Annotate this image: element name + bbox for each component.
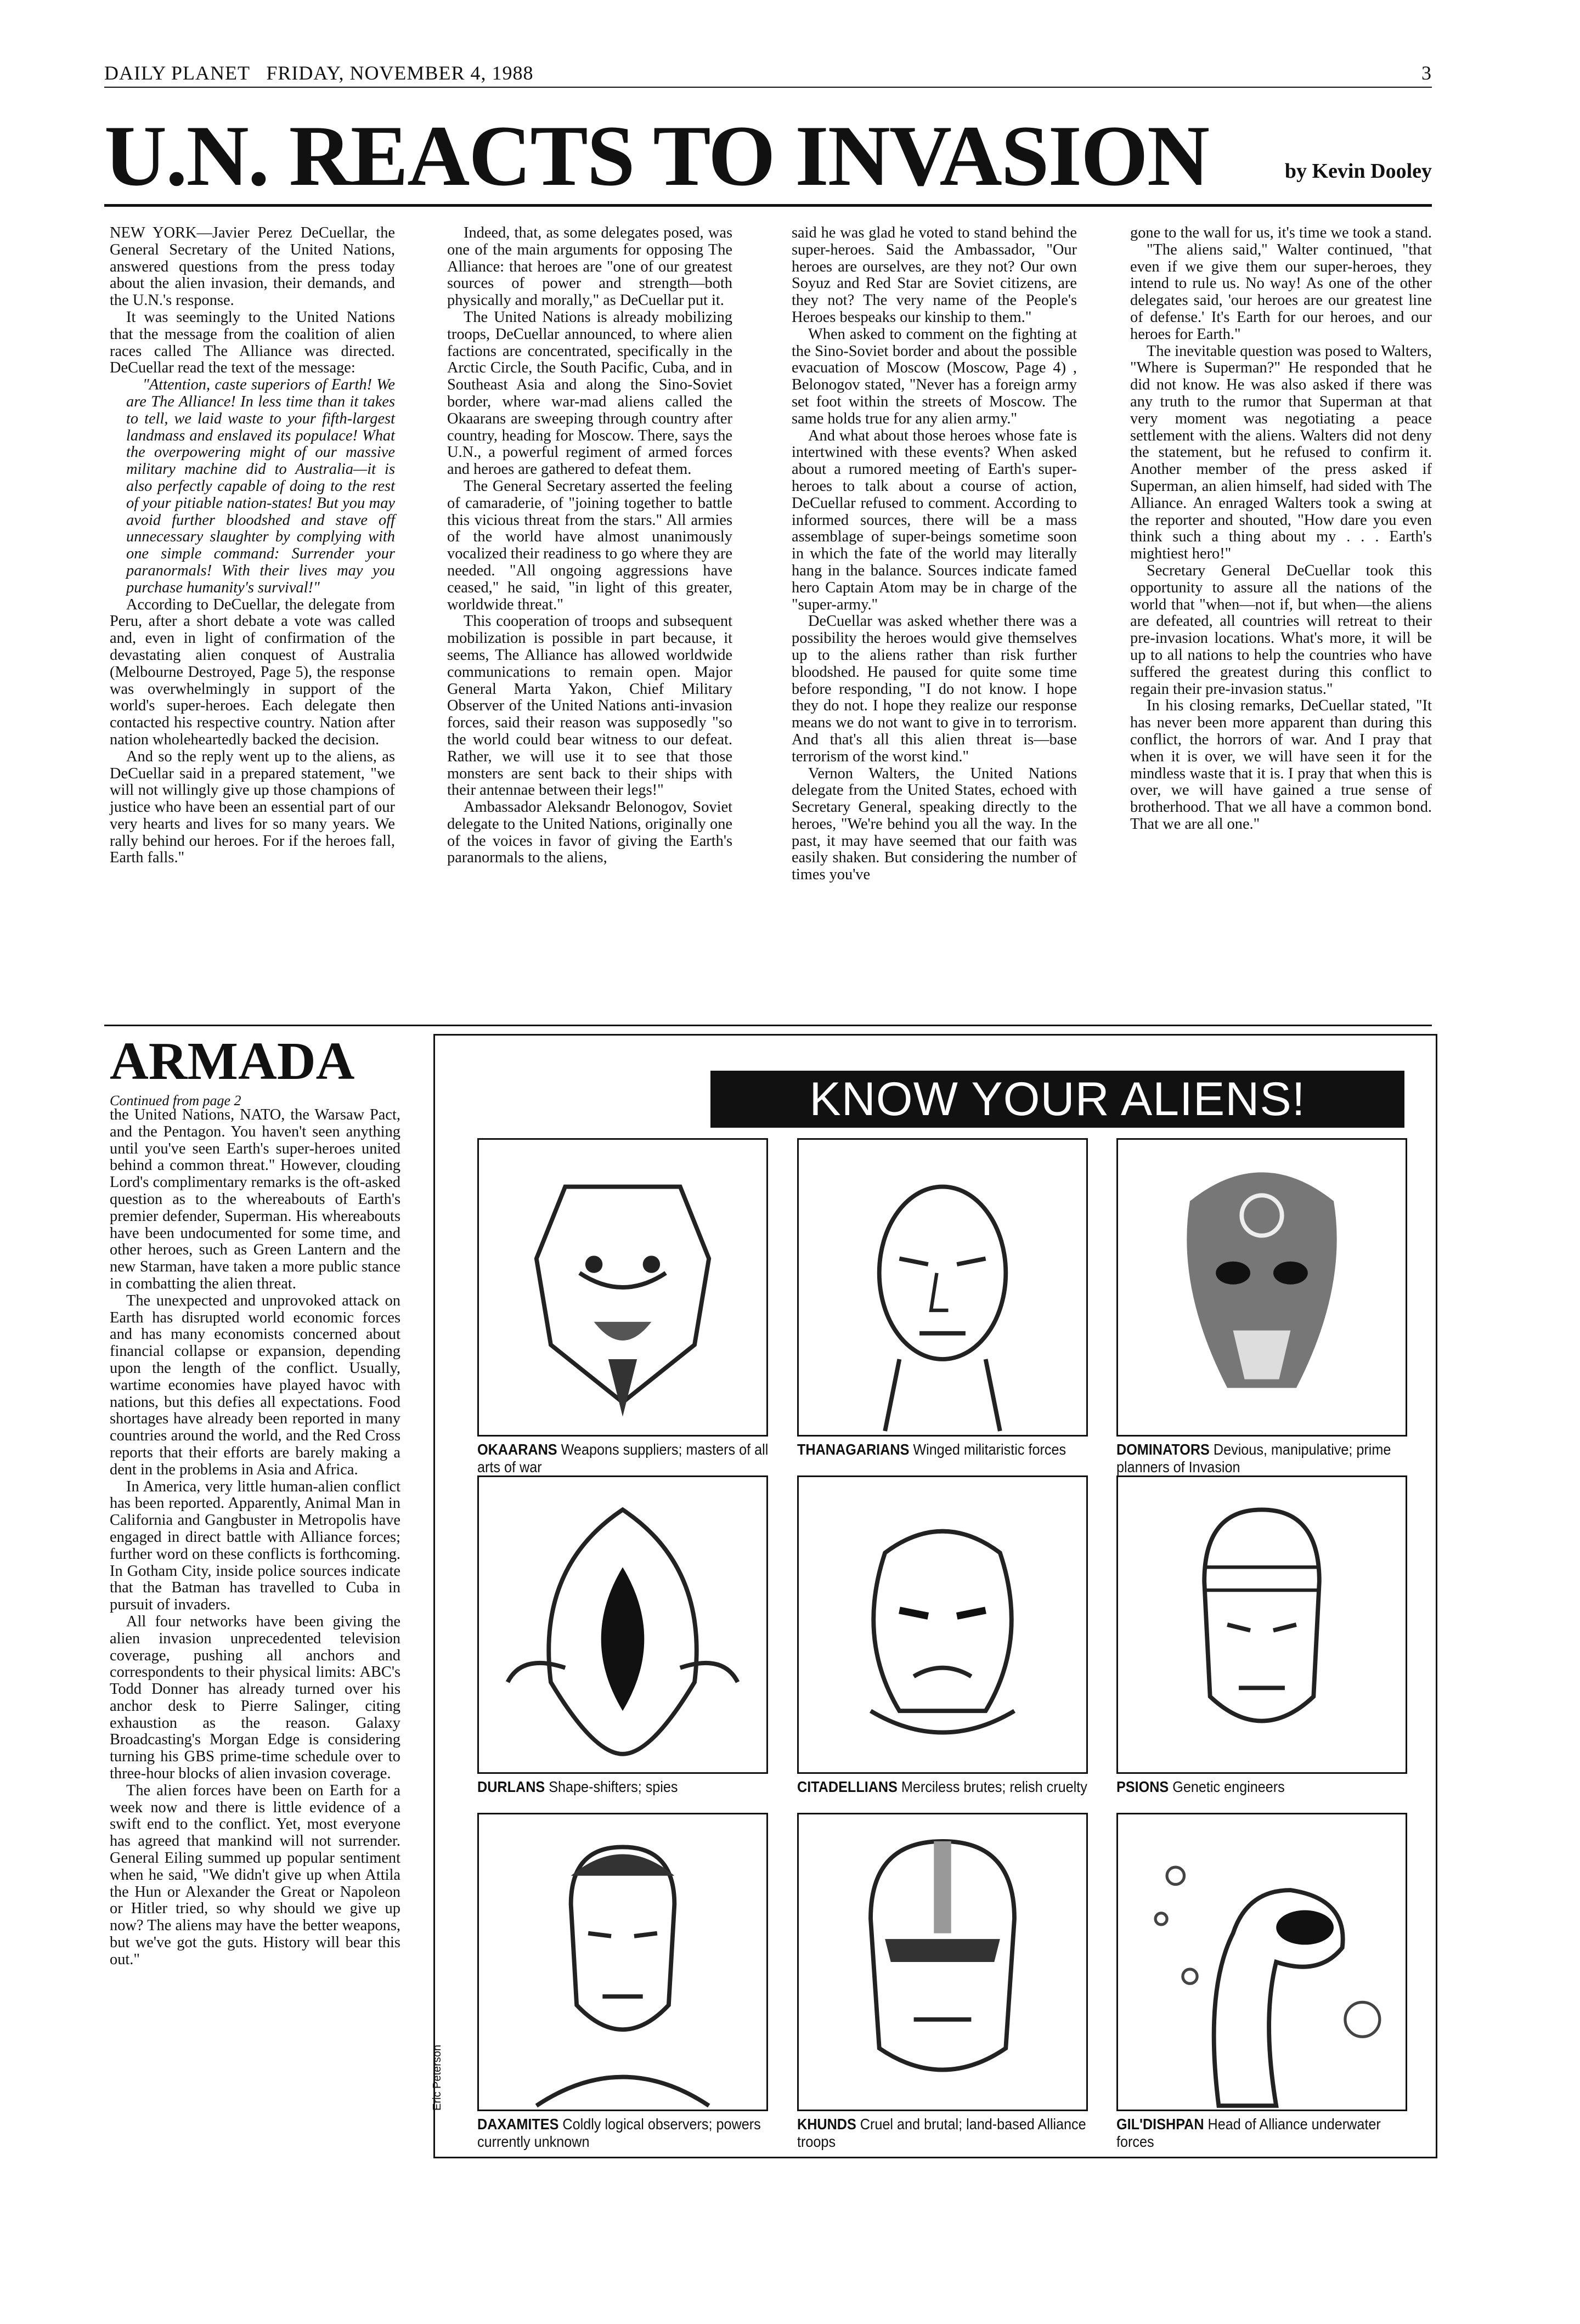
paragraph: It was seemingly to the United Nations that the message from the coalition of alien races called The Alliance was directed. DeCuellar read the text of the message: <box>110 308 395 377</box>
alien-name: OKAARANS <box>477 1441 557 1458</box>
daxamite-portrait <box>477 1813 768 2111</box>
paragraph: Vernon Walters, the United Nations delegate from the United States, echoed with Secretary General, speaking directly to the heroes, "We're behind you all the way. In the past, it may have seemed that our faith was easily shaken. But considering the number of times you've <box>792 765 1077 884</box>
paragraph: The General Secretary asserted the feeling of camaraderie, of "joining together to battle this vicious threat from the stars." All armies of the world have almost unanimously vocalized their readiness to go where they are needed. "All ongoing aggressions have ceased," he said, "in light of this greater, worldwide threat." <box>447 477 732 613</box>
alien-caption <box>1116 2116 1408 2151</box>
alien-desc: Cruel and brutal; land-based Alliance troops <box>797 2116 1086 2150</box>
alien-name: THANAGARIANS <box>797 1441 910 1458</box>
daxamite-head-icon <box>479 1814 766 2110</box>
alien-caption <box>797 2116 1088 2151</box>
alien-card-thanagarians <box>797 1138 1088 1458</box>
paragraph: This cooperation of troops and subsequent mobilization is possible in part because, it seems, The Alliance has allowed worldwide communications to remain open. Major General Marta Yakon, Chief Military Observer of the United Nations anti-invasion forces, said their reason was supposedly "so the world could bear witness to our defeat. Rather, we will use it to see that those monsters are sent back to their ships with their antennae between their legs!" <box>447 613 732 799</box>
alien-card-gildishpan <box>1116 1813 1407 2151</box>
paragraph: In his closing remarks, DeCuellar stated, "It has never been more apparent than during this conflict, the horrors of war. And I pray that when it is over, we will have seen it for the mindless waste that it is. I pray that when this is over, we will have gained a true sense of brotherhood. That we all have a common bond. That we are all one." <box>1130 697 1432 833</box>
alien-desc: Winged militaristic forces <box>913 1441 1066 1458</box>
paragraph: said he was glad he voted to stand behind the super-heroes. Said the Ambassador, "Our heroes are ourselves, are they not? Our own Soyuz and Red Star are Soviet citizens, are they not? The very name of the People's Heroes bespeaks our kinship to them." <box>792 224 1077 326</box>
dominator-portrait <box>1116 1138 1407 1437</box>
psion-head-icon <box>1118 1477 1406 1772</box>
paragraph: The inevitable question was posed to Walters, "Where is Superman?" He responded that he did not know. He was also asked if there was any truth to the rumor that Superman at that very moment was negotiating a peace settlement with the aliens. Walters did not deny the statement, but he refused to confirm it. Another member of the press asked if Superman, an alien himself, had sided with The Alliance. An enraged Walters took a swing at the reporter and shouted, "How dare you even think such a thing about my . . . Earth's mightiest hero!" <box>1130 342 1432 563</box>
alien-caption <box>477 1778 769 1796</box>
paragraph: The United Nations is already mobilizing troops, DeCuellar announced, to where alien factions are concentrated, specifically in the Arctic Circle, the South Pacific, Cuba, and in Southeast Asia and along the Sino-Soviet border, where war-mad aliens called the Okaarans are sweeping through country after country, heading for Moscow. There, says the U.N., a powerful regiment of armed forces and heroes are gathered to defeat them. <box>447 308 732 478</box>
alien-desc: Genetic engineers <box>1172 1778 1285 1795</box>
alien-name: DOMINATORS <box>1116 1441 1210 1458</box>
paragraph: NEW YORK—Javier Perez DeCuellar, the General Secretary of the United Nations, answered questions from the press today about the alien invasion, their demands, and the U.N.'s response. <box>110 224 395 309</box>
top-rule <box>104 87 1432 88</box>
page-number: 3 <box>1421 62 1432 84</box>
paragraph: "The aliens said," Walter continued, "that even if we give them our super-heroes, they intend to rule us. No way! As one of the other delegates said, 'our heroes are our greatest line of defense.' It's Earth for our heroes, and our heroes for Earth." <box>1130 241 1432 343</box>
khund-helmet-icon <box>799 1814 1086 2110</box>
article-column-4 <box>1130 225 1432 833</box>
alien-caption <box>1116 1778 1408 1796</box>
armada-headline: ARMADA <box>110 1032 355 1091</box>
okaaran-portrait <box>477 1138 768 1437</box>
paragraph: According to DeCuellar, the delegate from Peru, after a short debate a vote was called and, even in light of confirmation of the devastating alien conquest of Australia (Melbourne Destroyed, Page 5), the response was overwhelmingly in support of the world's super-heroes. Each delegate then contacted his respective country. Nation after nation wholeheartedly backed the decision. <box>110 596 395 748</box>
durlan-portrait <box>477 1475 768 1774</box>
alien-desc: Devious, manipulative; prime planners of Invasion <box>1116 1441 1391 1475</box>
alien-card-psions <box>1116 1475 1407 1796</box>
alien-name: GIL'DISHPAN <box>1116 2116 1204 2133</box>
alien-desc: Head of Alliance underwater forces <box>1116 2116 1381 2150</box>
paragraph: And so the reply went up to the aliens, as DeCuellar said in a prepared statement, "we will not willingly give up those champions of justice who have been an essential part of our very hearts and lives for so many years. We rally behind our heroes. For if the heroes fall, Earth falls." <box>110 748 395 867</box>
article-column-3 <box>792 225 1077 884</box>
durlan-hood-icon <box>479 1477 766 1772</box>
alien-card-daxamites <box>477 1813 768 2151</box>
article-column-1 <box>110 225 395 867</box>
alien-caption <box>797 1441 1088 1458</box>
paragraph: The alien forces have been on Earth for a week now and there is little evidence of a swift end to the conflict. Yet, most everyone has agreed that mankind will not surrender. General Eiling summed up popular sentiment when he said, "We didn't give up when Attila the Hun or Alexander the Great or Napoleon or Hitler tried, so why should we give up now? The aliens may have the better weapons, but we've got the guts. History will bear this out." <box>110 1782 400 1968</box>
citadellian-portrait <box>797 1475 1088 1774</box>
citadellian-head-icon <box>799 1477 1086 1772</box>
continued-note: Continued from page 2 <box>110 1093 241 1109</box>
dominator-head-icon <box>1118 1140 1406 1435</box>
paragraph: And what about those heroes whose fate is intertwined with these events? When asked about a rumored meeting of Earth's super-heroes to talk about a course of action, DeCuellar refused to comment. According to informed sources, there will be a mass assemblage of super-beings sometime soon in which the fate of the world may literally hang in the balance. Sources indicate famed hero Captain Atom may be in charge of the "super-army." <box>792 427 1077 613</box>
alien-desc: Shape-shifters; spies <box>549 1778 678 1795</box>
psion-portrait <box>1116 1475 1407 1774</box>
gildishpan-portrait <box>1116 1813 1407 2111</box>
paragraph: Secretary General DeCuellar took this opportunity to assure all the nations of the world that "when—not if, but when—the aliens are defeated, all countries will retreat to their pre-invasion locations. What's more, it will be up to all nations to help the countries who have suffered the greatest during this conflict to regain their pre-invasion status." <box>1130 562 1432 698</box>
alien-card-khunds <box>797 1813 1088 2151</box>
alien-desc: Coldly logical observers; powers currently unknown <box>477 2116 761 2150</box>
article-column-2 <box>447 225 732 867</box>
khund-portrait <box>797 1813 1088 2111</box>
paragraph: All four networks have been giving the alien invasion unprecedented television coverage, pushing all anchors and correspondents to their physical limits: ABC's Todd Donner has already turned over his anchor desk to Pierre Salinger, citing exhaustion as the reason. Galaxy Broadcasting's Morgan Edge is considering turning his GBS prime-time schedule over to three-hour blocks of alien invasion coverage. <box>110 1613 400 1783</box>
thanagarian-portrait <box>797 1138 1088 1437</box>
alien-name: CITADELLIANS <box>797 1778 898 1795</box>
alien-name: DAXAMITES <box>477 2116 559 2133</box>
artist-credit: Eric Peterson <box>431 2044 443 2111</box>
section-rule <box>104 1025 1432 1026</box>
alien-caption <box>477 1441 769 1476</box>
aliens-box-title: KNOW YOUR ALIENS! <box>710 1071 1404 1128</box>
masthead <box>104 61 1432 88</box>
paragraph: In America, very little human-alien conflict has been reported. Apparently, Animal Man in California and Gangbuster in Metropolis have engaged in direct battle with Alliance forces; further word on these conflicts is forthcoming. In Gotham City, inside police sources indicate that the Batman has travelled to Cuba in pursuit of invaders. <box>110 1478 400 1614</box>
gildishpan-creature-icon <box>1118 1814 1406 2110</box>
alien-card-okaarans <box>477 1138 768 1476</box>
alien-name: DURLANS <box>477 1778 545 1795</box>
headline-rule <box>104 204 1432 207</box>
alien-caption <box>1116 1441 1408 1476</box>
alien-name: PSIONS <box>1116 1778 1169 1795</box>
headline: U.N. REACTS TO INVASION <box>104 108 1209 204</box>
alien-caption <box>477 2116 769 2151</box>
alien-card-dominators <box>1116 1138 1407 1476</box>
paragraph: DeCuellar was asked whether there was a possibility the heroes would give themselves up to the aliens rather than risk further bloodshed. He paused for quite some time before responding, "I do not know. I hope they do not. I hope they realize our response means we do not want to give in to terrorism. And that's all this alien threat is—base terrorism of the worst kind." <box>792 613 1077 765</box>
paragraph: The unexpected and unprovoked attack on Earth has disrupted world economic forces and has many economists concerned about financial collapse or expansion, depending upon the length of the conflict. Usually, wartime economies have played havoc with nations, but this defies all expectations. Food shortages have already been reported in many countries around the world, and the Red Cross reports that their efforts are barely making a dent in the problems in Asia and Africa. <box>110 1292 400 1478</box>
okaaran-head-icon <box>479 1140 766 1435</box>
paragraph: Indeed, that, as some delegates posed, was one of the main arguments for opposing The Alliance: that heroes are "one of our greatest sources of power and strength—both physically and morally," as DeCuellar put it. <box>447 224 732 309</box>
alien-caption <box>797 1778 1088 1796</box>
alien-desc: Merciless brutes; relish cruelty <box>901 1778 1087 1795</box>
thanagarian-head-icon <box>799 1140 1086 1435</box>
alien-card-citadellians <box>797 1475 1088 1796</box>
masthead-date: DAILY PLANET FRIDAY, NOVEMBER 4, 1988 <box>104 62 534 84</box>
armada-column <box>110 1107 400 1969</box>
alien-name: KHUNDS <box>797 2116 856 2133</box>
alien-card-durlans <box>477 1475 768 1796</box>
alien-message-quote: "Attention, caste superiors of Earth! We are The Alliance! In less time than it takes to tell, we laid waste to your fifth-largest landmass and enslaved its populace! What the overpowering might of our massive military machine did to Australia—it is also perfectly capable of doing to the rest of your pitiable nation-states! But you may avoid further bloodshed and stave off unnecessary slaughter by complying with one simple command: Surrender your paranormals! With their lives may you purchase humanity's survival!" <box>126 376 395 596</box>
alien-desc: Weapons suppliers; masters of all arts of war <box>477 1441 769 1475</box>
paragraph: Ambassador Aleksandr Belonogov, Soviet delegate to the United Nations, originally one of the voices in favor of giving the Earth's paranormals to the aliens, <box>447 799 732 867</box>
byline: by Kevin Dooley <box>1284 160 1432 183</box>
paragraph: gone to the wall for us, it's time we took a stand. <box>1130 224 1432 241</box>
paragraph: the United Nations, NATO, the Warsaw Pact, and the Pentagon. You haven't seen anything until you've seen Earth's super-heroes united behind a common threat." However, clouding Lord's complimentary remarks is the oft-asked question as to the whereabouts of Earth's premier defender, Superman. His whereabouts have been undocumented for some time, and other heroes, such as Green Lantern and the new Starman, have taken a more public stance in combatting the alien threat. <box>110 1106 400 1292</box>
paragraph: When asked to comment on the fighting at the Sino-Soviet border and about the possible evacuation of Moscow (Moscow, Page 4) , Belonogov stated, "Never has a foreign army set foot within the streets of Moscow. The same holds true for any alien army." <box>792 325 1077 427</box>
